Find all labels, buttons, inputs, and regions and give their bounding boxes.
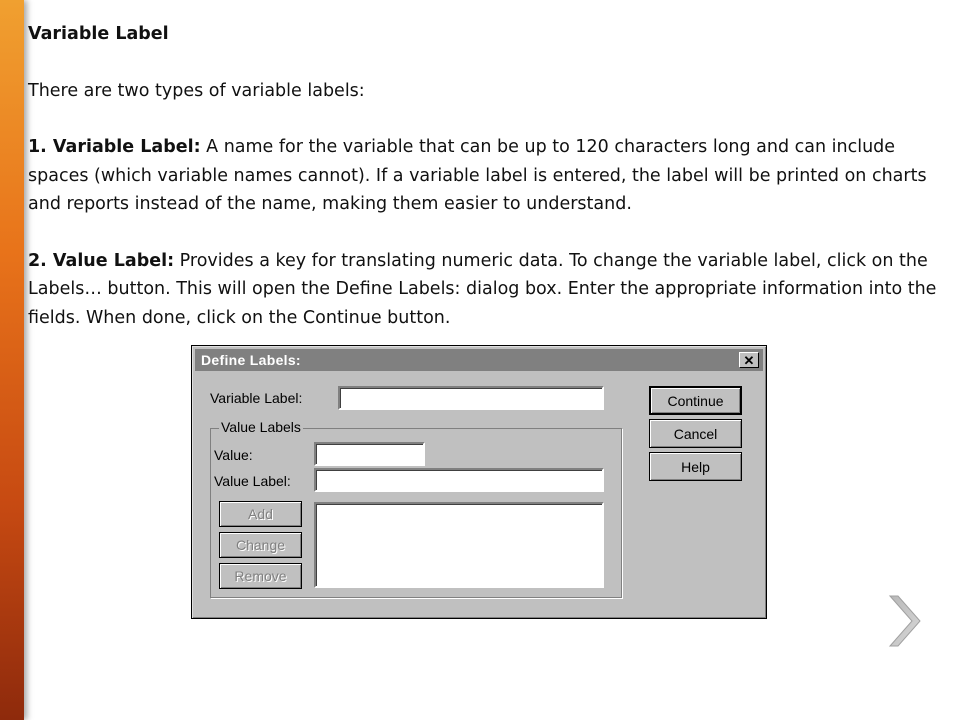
define-labels-dialog xyxy=(191,345,767,619)
decorative-side-bar xyxy=(0,0,24,720)
value-labels-list[interactable] xyxy=(314,502,604,588)
variable-label-input[interactable] xyxy=(338,386,604,410)
dialog-title: Define Labels: xyxy=(201,352,301,368)
close-icon[interactable]: ✕ xyxy=(739,352,759,368)
item-value-label xyxy=(28,247,938,333)
slide-heading: Variable Label xyxy=(28,24,169,44)
value-labels-group-title: Value Labels xyxy=(221,419,301,435)
item2-lead: 2. Value Label: xyxy=(28,250,175,271)
chevron-right-icon[interactable] xyxy=(884,588,924,658)
add-button[interactable]: Add xyxy=(219,501,302,527)
item1-text: A name for the variable that can be up to 120 characters long and can include spaces (which variable names cannot). If a variable label is entered, the label will be printed on charts and reports instead of the name, making them easier to understand. xyxy=(28,137,927,214)
variable-label-label: Variable Label: xyxy=(210,390,303,406)
item2-text: Provides a key for translating numeric data. To change the variable label, click on the Labels… button. This will open the Define Labels: dialog box. Enter the appropriate information into the fields. When done, click on the Continue button. xyxy=(28,250,937,328)
value-input[interactable] xyxy=(314,442,425,466)
help-button[interactable]: Help xyxy=(649,452,742,481)
value-label-input[interactable] xyxy=(314,468,604,492)
continue-button[interactable]: Continue xyxy=(649,386,742,415)
item-variable-label xyxy=(28,133,938,219)
item1-lead: 1. Variable Label: xyxy=(28,137,201,157)
remove-button[interactable]: Remove xyxy=(219,563,302,589)
slide-body xyxy=(28,20,938,332)
change-button[interactable]: Change xyxy=(219,532,302,558)
cancel-button[interactable]: Cancel xyxy=(649,419,742,448)
dialog-titlebar[interactable] xyxy=(195,349,763,371)
slide-intro: There are two types of variable labels: xyxy=(28,80,365,101)
value-label-label: Value Label: xyxy=(214,473,291,489)
value-label: Value: xyxy=(214,447,253,463)
